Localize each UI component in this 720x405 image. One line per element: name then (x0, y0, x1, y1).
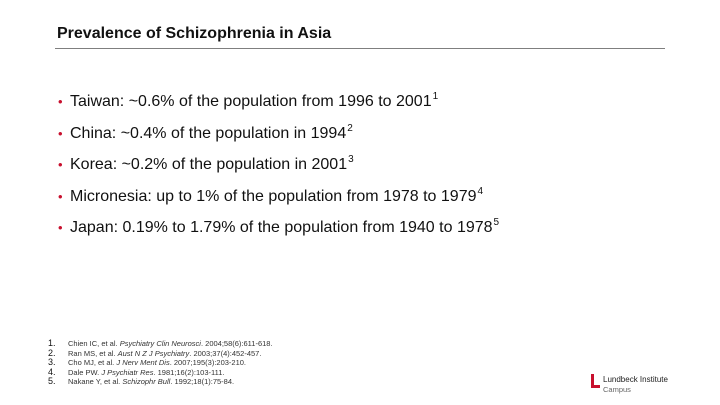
reference-authors: Chien IC, et al. (68, 339, 120, 348)
bullet-item (58, 84, 499, 116)
reference-item (48, 349, 273, 359)
reference-journal: Psychiatry Clin Neurosci (119, 339, 201, 348)
reference-authors: Ran MS, et al. (68, 348, 118, 358)
reference-authors: Cho MJ, et al. (68, 358, 117, 368)
reference-journal: Schizophr Bull (122, 377, 171, 387)
reference-journal: J Psychiatr Res (101, 367, 154, 377)
reference-citation: . 2004;58(6):611-618. (200, 339, 273, 348)
bullet-item (58, 210, 499, 242)
reference-marker: 1 (432, 91, 439, 102)
reference-item (48, 339, 273, 349)
reference-marker: 2 (347, 122, 353, 134)
reference-item (48, 377, 273, 387)
slide-title: Prevalence of Schizophrenia in Asia (57, 25, 332, 42)
reference-item (48, 368, 273, 378)
reference-citation: . 1981;16(2):103-111. (153, 367, 225, 377)
bullet-dot-icon: • (58, 220, 63, 235)
bullet-text: China: ~0.4% of the population in 1994 (70, 124, 347, 142)
reference-number: 2. (48, 347, 56, 358)
bullet-text: Taiwan: ~0.6% of the population from 1996 to 2001 (70, 93, 432, 110)
reference-citation: . 2007;195(3):203-210. (169, 358, 247, 368)
reference-marker: 3 (348, 154, 354, 165)
reference-number: 4. (48, 366, 56, 377)
reference-number: 3. (48, 357, 56, 368)
lundbeck-mark-icon (590, 374, 600, 388)
logo-line-2: Campus (603, 385, 631, 394)
reference-marker: 5 (493, 217, 500, 228)
reference-journal: J Nerv Ment Dis (116, 358, 170, 368)
reference-authors: Nakane Y, et al. (68, 377, 123, 387)
reference-number: 1. (48, 338, 56, 348)
logo-line-1: Lundbeck Institute (603, 375, 668, 384)
reference-journal: Aust N Z J Psychiatry (117, 348, 190, 358)
reference-marker: 4 (477, 185, 484, 197)
bullet-dot-icon: • (58, 94, 63, 109)
reference-item (48, 358, 273, 368)
title-divider (55, 48, 665, 49)
bullet-text: Korea: ~0.2% of the population in 2001 (70, 156, 348, 173)
reference-citation: . 1992;18(1):75-84. (170, 377, 235, 387)
bullet-text: Micronesia: up to 1% of the population from 1978 to 1979 (70, 187, 477, 205)
reference-list (48, 339, 273, 387)
bullet-item (58, 147, 499, 179)
bullet-text: Japan: 0.19% to 1.79% of the population from 1940 to 1978 (70, 219, 493, 236)
bullet-item (58, 179, 499, 211)
bullet-dot-icon: • (58, 188, 63, 204)
reference-authors: Dale PW. (68, 367, 102, 377)
bullet-item (58, 116, 499, 148)
bullet-dot-icon: • (58, 125, 63, 141)
reference-number: 5. (48, 376, 56, 387)
bullet-list (58, 84, 499, 242)
reference-citation: . 2003;37(4):452-457. (189, 348, 262, 358)
bullet-dot-icon: • (58, 157, 63, 172)
lundbeck-logo (590, 372, 680, 400)
